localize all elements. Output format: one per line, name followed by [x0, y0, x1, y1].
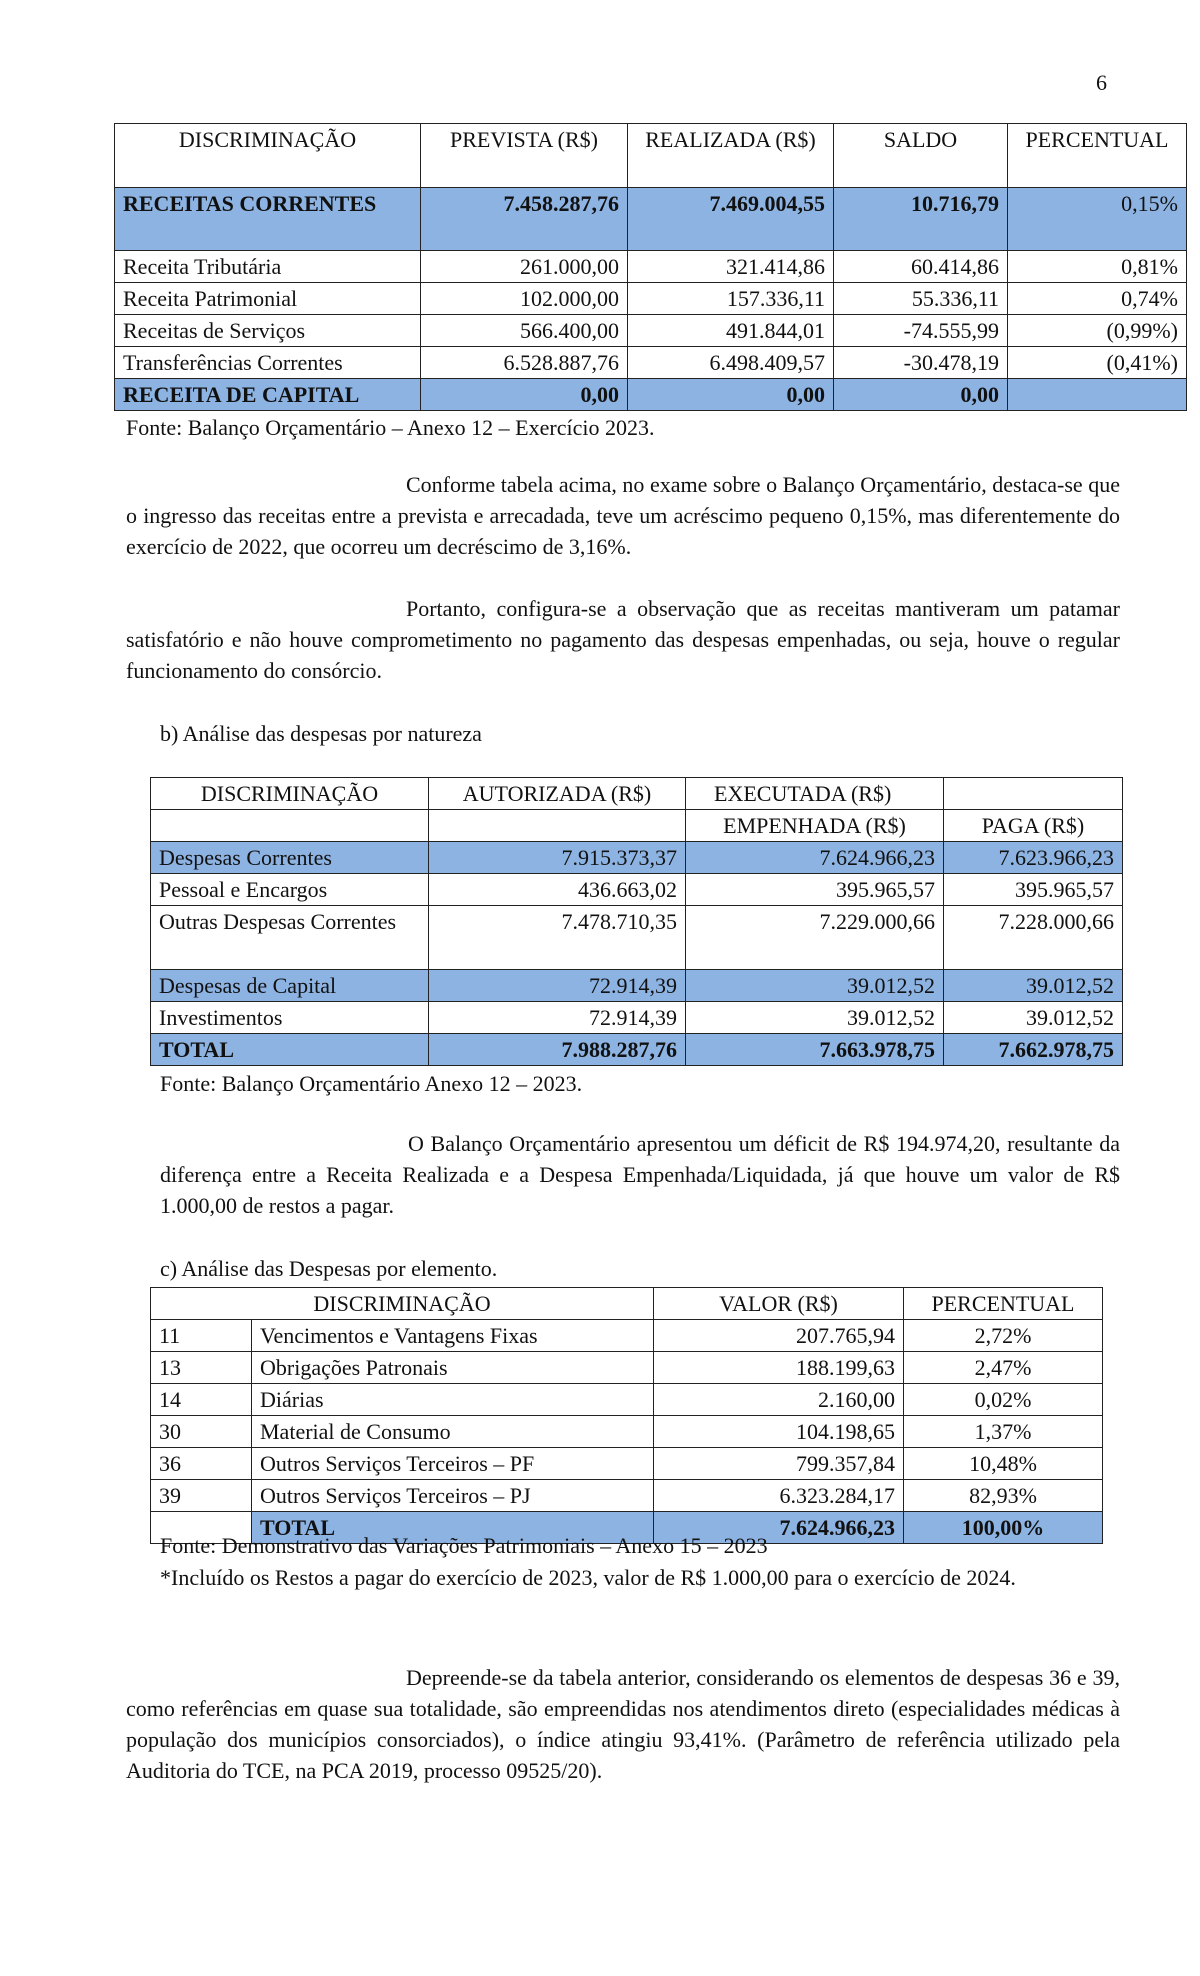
section-b-heading: b) Análise das despesas por natureza	[160, 721, 482, 746]
row-label: Receitas de Serviços	[115, 315, 421, 347]
row-label: TOTAL	[151, 1034, 429, 1066]
row-valor: 799.357,84	[654, 1448, 904, 1480]
despesas-elemento-table	[150, 1287, 1103, 1544]
row-paga: 395.965,57	[944, 874, 1123, 906]
row-prevista: 7.458.287,76	[421, 188, 628, 251]
row-empenhada: 39.012,52	[686, 1002, 944, 1034]
row-autorizada: 7.478.710,35	[429, 906, 686, 970]
paragraph-conclusion-receitas	[126, 593, 1120, 686]
header-prevista: PREVISTA (R$)	[421, 124, 628, 188]
row-label: Investimentos	[151, 1002, 429, 1034]
row-percentual: 82,93%	[904, 1480, 1103, 1512]
row-prevista: 0,00	[421, 379, 628, 411]
table-row	[115, 188, 1187, 251]
table-row	[151, 1002, 1123, 1034]
row-valor: 2.160,00	[654, 1384, 904, 1416]
table-row	[151, 1480, 1103, 1512]
row-valor: 207.765,94	[654, 1320, 904, 1352]
row-percentual: 2,72%	[904, 1320, 1103, 1352]
row-label: Obrigações Patronais	[252, 1352, 654, 1384]
row-saldo: -74.555,99	[834, 315, 1008, 347]
row-label: Despesas Correntes	[151, 842, 429, 874]
row-percentual: (0,99%)	[1008, 315, 1187, 347]
subheader-paga: PAGA (R$)	[944, 810, 1123, 842]
subheader-empty	[151, 810, 429, 842]
row-label: Receita Patrimonial	[115, 283, 421, 315]
table-source-note: Fonte: Balanço Orçamentário – Anexo 12 – Exercício 2023.	[126, 415, 655, 440]
row-label: Transferências Correntes	[115, 347, 421, 379]
row-percentual: 0,74%	[1008, 283, 1187, 315]
row-empenhada: 7.663.978,75	[686, 1034, 944, 1066]
table-row	[115, 379, 1187, 411]
row-paga: 7.623.966,23	[944, 842, 1123, 874]
row-prevista: 261.000,00	[421, 251, 628, 283]
row-label: Vencimentos e Vantagens Fixas	[252, 1320, 654, 1352]
row-percentual: 100,00%	[904, 1512, 1103, 1544]
row-label: RECEITA DE CAPITAL	[115, 379, 421, 411]
row-paga: 7.228.000,66	[944, 906, 1123, 970]
table-header-row	[151, 778, 1123, 810]
paragraph-elements-analysis	[126, 1662, 1120, 1786]
row-percentual: (0,41%)	[1008, 347, 1187, 379]
header-discriminacao: DISCRIMINAÇÃO	[151, 1288, 654, 1320]
table-row	[151, 1352, 1103, 1384]
header-autorizada: AUTORIZADA (R$)	[429, 778, 686, 810]
row-empenhada: 7.229.000,66	[686, 906, 944, 970]
row-percentual: 0,15%	[1008, 188, 1187, 251]
row-label: Outros Serviços Terceiros – PF	[252, 1448, 654, 1480]
table-row	[115, 283, 1187, 315]
row-percentual: 10,48%	[904, 1448, 1103, 1480]
row-code: 30	[151, 1416, 252, 1448]
paragraph-text: Portanto, configura-se a observação que as receitas mantiveram um patamar satisfatório e não houve comprometimento no pagamento das despesas empenhadas, ou seja, houve o regular funcionamento do consórcio.	[126, 596, 1120, 683]
row-realizada: 6.498.409,57	[628, 347, 834, 379]
row-autorizada: 7.988.287,76	[429, 1034, 686, 1066]
row-valor: 188.199,63	[654, 1352, 904, 1384]
row-paga: 39.012,52	[944, 1002, 1123, 1034]
row-percentual	[1008, 379, 1187, 411]
row-code: 39	[151, 1480, 252, 1512]
row-percentual: 1,37%	[904, 1416, 1103, 1448]
row-autorizada: 72.914,39	[429, 970, 686, 1002]
row-paga: 7.662.978,75	[944, 1034, 1123, 1066]
table-header-row	[115, 124, 1187, 188]
table-row	[115, 347, 1187, 379]
row-saldo: 0,00	[834, 379, 1008, 411]
table-row	[151, 1448, 1103, 1480]
header-discriminacao: DISCRIMINAÇÃO	[115, 124, 421, 188]
row-label: Pessoal e Encargos	[151, 874, 429, 906]
row-empenhada: 395.965,57	[686, 874, 944, 906]
row-prevista: 6.528.887,76	[421, 347, 628, 379]
page-number: 6	[1096, 70, 1107, 95]
row-code: 36	[151, 1448, 252, 1480]
row-autorizada: 7.915.373,37	[429, 842, 686, 874]
row-empenhada: 7.624.966,23	[686, 842, 944, 874]
table-source-note: Fonte: Demonstrativo das Variações Patrimoniais – Anexo 15 – 2023	[160, 1533, 768, 1558]
row-code: 11	[151, 1320, 252, 1352]
row-code: 14	[151, 1384, 252, 1416]
row-valor: 104.198,65	[654, 1416, 904, 1448]
subheader-empty	[429, 810, 686, 842]
despesas-natureza-table	[150, 777, 1123, 1066]
paragraph-text: Depreende-se da tabela anterior, considerando os elementos de despesas 36 e 39, como referências em quase sua totalidade, são empreendidas nos atendimentos direto (especialidades médicas à população dos municípios consorciados), o índice atingiu 93,41%. (Parâmetro de referência utilizado pela Auditoria do TCE, na PCA 2019, processo 09525/20).	[126, 1665, 1120, 1783]
row-autorizada: 436.663,02	[429, 874, 686, 906]
receitas-table	[114, 123, 1187, 411]
table-row	[151, 874, 1123, 906]
header-discriminacao: DISCRIMINAÇÃO	[151, 778, 429, 810]
row-saldo: 10.716,79	[834, 188, 1008, 251]
paragraph-text: Conforme tabela acima, no exame sobre o Balanço Orçamentário, destaca-se que o ingresso das receitas entre a prevista e arrecadada, teve um acréscimo pequeno 0,15%, mas diferentemente do exercício de 2022, que ocorreu um decréscimo de 3,16%.	[126, 472, 1120, 559]
row-label: TOTAL	[252, 1512, 654, 1544]
row-saldo: 55.336,11	[834, 283, 1008, 315]
row-saldo: 60.414,86	[834, 251, 1008, 283]
row-valor: 6.323.284,17	[654, 1480, 904, 1512]
table-row	[115, 315, 1187, 347]
row-realizada: 491.844,01	[628, 315, 834, 347]
table-subheader-row	[151, 810, 1123, 842]
row-label: Outras Despesas Correntes	[151, 906, 429, 970]
row-autorizada: 72.914,39	[429, 1002, 686, 1034]
table-row	[151, 1384, 1103, 1416]
header-empty	[944, 778, 1123, 810]
row-percentual: 2,47%	[904, 1352, 1103, 1384]
row-code: 13	[151, 1352, 252, 1384]
row-saldo: -30.478,19	[834, 347, 1008, 379]
row-prevista: 102.000,00	[421, 283, 628, 315]
paragraph-text: O Balanço Orçamentário apresentou um déficit de R$ 194.974,20, resultante da diferença entre a Receita Realizada e a Despesa Empenhada/Liquidada, já que houve um valor de R$ 1.000,00 de restos a pagar.	[160, 1131, 1120, 1218]
table-row	[115, 251, 1187, 283]
row-realizada: 157.336,11	[628, 283, 834, 315]
row-paga: 39.012,52	[944, 970, 1123, 1002]
row-label: RECEITAS CORRENTES	[115, 188, 421, 251]
table-total-row	[151, 1034, 1123, 1066]
row-percentual: 0,81%	[1008, 251, 1187, 283]
row-label: Material de Consumo	[252, 1416, 654, 1448]
subheader-empenhada: EMPENHADA (R$)	[686, 810, 944, 842]
row-empenhada: 39.012,52	[686, 970, 944, 1002]
table-row	[151, 1416, 1103, 1448]
row-label: Diárias	[252, 1384, 654, 1416]
header-percentual: PERCENTUAL	[1008, 124, 1187, 188]
header-executada: EXECUTADA (R$)	[686, 778, 944, 810]
table-footnote: *Incluído os Restos a pagar do exercício de 2023, valor de R$ 1.000,00 para o exercício de 2024.	[160, 1565, 1016, 1590]
row-label: Receita Tributária	[115, 251, 421, 283]
table-row	[151, 842, 1123, 874]
table-row	[151, 906, 1123, 970]
paragraph-analysis-receitas	[126, 469, 1120, 562]
header-realizada: REALIZADA (R$)	[628, 124, 834, 188]
row-percentual: 0,02%	[904, 1384, 1103, 1416]
header-percentual: PERCENTUAL	[904, 1288, 1103, 1320]
row-prevista: 566.400,00	[421, 315, 628, 347]
header-saldo: SALDO	[834, 124, 1008, 188]
row-realizada: 7.469.004,55	[628, 188, 834, 251]
header-valor: VALOR (R$)	[654, 1288, 904, 1320]
table-row	[151, 970, 1123, 1002]
table-source-note: Fonte: Balanço Orçamentário Anexo 12 – 2023.	[160, 1071, 583, 1096]
table-row	[151, 1320, 1103, 1352]
row-valor: 7.624.966,23	[654, 1512, 904, 1544]
paragraph-deficit	[160, 1128, 1120, 1221]
row-label: Despesas de Capital	[151, 970, 429, 1002]
row-label: Outros Serviços Terceiros – PJ	[252, 1480, 654, 1512]
row-realizada: 321.414,86	[628, 251, 834, 283]
section-c-heading: c) Análise das Despesas por elemento.	[160, 1256, 498, 1281]
table-header-row	[151, 1288, 1103, 1320]
row-realizada: 0,00	[628, 379, 834, 411]
